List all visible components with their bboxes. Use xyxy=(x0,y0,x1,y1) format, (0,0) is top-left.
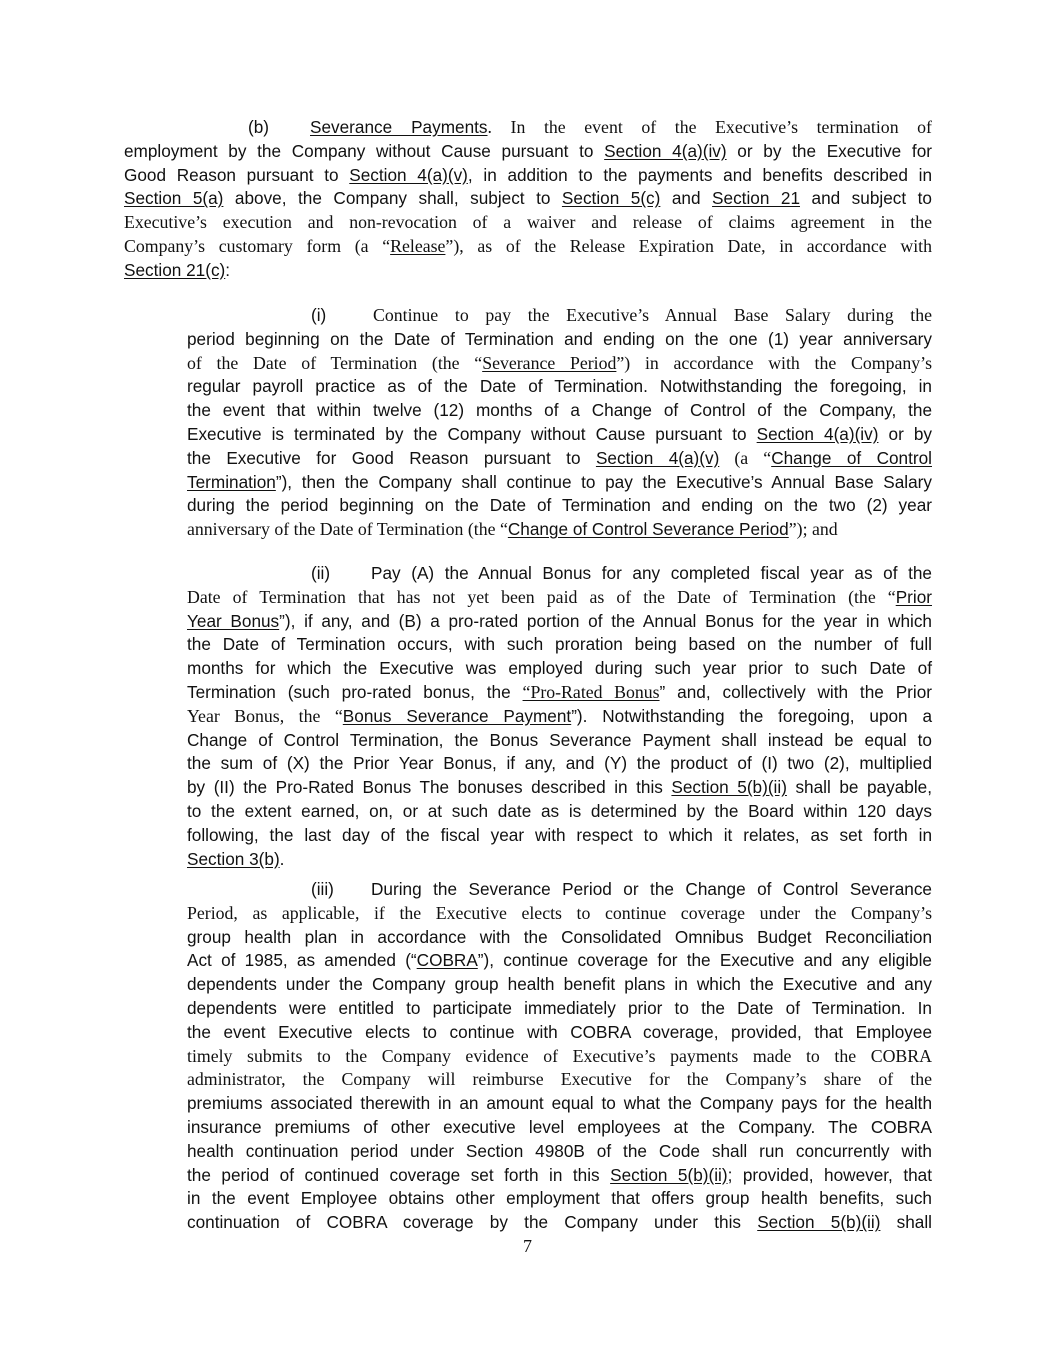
item-iii-label: (iii) xyxy=(311,879,334,899)
text-span: Company’s customary form (a “ xyxy=(124,235,391,256)
item-iii-paragraph xyxy=(187,878,932,1235)
section-ref: Section 5(b)(ii) xyxy=(671,777,787,798)
text-span: during the period beginning on the Date of Termination and ending on the two (2) year xyxy=(187,495,932,516)
text-span: ”), as of the Release Expiration Date, in accordance with xyxy=(445,235,932,256)
text-line xyxy=(187,610,932,634)
defined-term-cobra: COBRA xyxy=(416,950,478,971)
text-span: or by the Executive for xyxy=(726,140,932,161)
text-line xyxy=(187,1164,932,1188)
defined-term-coc-severance-period: Change of Control Severance Period xyxy=(507,519,789,540)
text-span: Pay (A) the Annual Bonus for any completed fiscal year as of the xyxy=(371,563,932,583)
text-span: During the Severance Period or the Change of Control Severance xyxy=(371,879,932,899)
item-ii-paragraph xyxy=(187,562,932,871)
text-span: (a “ xyxy=(719,447,772,468)
text-line xyxy=(187,824,932,848)
text-line xyxy=(187,800,932,824)
section-ref: Section 4(a)(v) xyxy=(595,447,720,468)
text-line xyxy=(124,211,932,235)
text-line xyxy=(187,375,932,399)
section-b-paragraph xyxy=(124,116,932,283)
text-span: timely submits to the Company evidence of Executive’s payments made to the COBRA xyxy=(187,1045,932,1066)
text-span: or by xyxy=(878,423,932,444)
text-line xyxy=(187,562,932,586)
text-line xyxy=(124,164,932,188)
text-span: following, the last day of the fiscal year with respect to which it relates, as set forth in xyxy=(187,824,932,845)
text-span: premiums associated therewith in an amount equal to what the Company pays for the health xyxy=(187,1093,932,1114)
text-span: period beginning on the Date of Termination and ending on the one (1) year anniversary xyxy=(187,328,932,349)
item-i-paragraph xyxy=(187,304,932,542)
text-span: insurance premiums of other executive level employees at the Company. The COBRA xyxy=(187,1116,932,1137)
text-span: ”), continue coverage for the Executive and any eligible xyxy=(477,950,932,971)
text-line xyxy=(187,705,932,729)
text-span: : xyxy=(225,259,231,280)
page-number: 7 xyxy=(523,1236,532,1256)
text-span: Termination (such pro-rated bonus, the xyxy=(187,681,523,702)
section-ref: Section 21 xyxy=(712,188,800,209)
text-span: regular payroll practice as of the Date of Termination. Notwithstanding the foregoing, in xyxy=(187,376,932,397)
term-severance-payments: Severance Payments xyxy=(310,117,488,137)
text-line xyxy=(187,1045,932,1069)
text-line xyxy=(187,447,932,471)
item-ii-label: (ii) xyxy=(311,563,331,583)
section-ref: Section 4(a)(iv) xyxy=(756,423,879,444)
text-span: ”) in accordance with the Company’s xyxy=(616,352,933,373)
text-line xyxy=(187,902,932,926)
text-span: Continue to pay the Executive’s Annual Base Salary during the xyxy=(373,305,932,325)
item-i-label: (i) xyxy=(311,305,327,325)
defined-term-prior-year-bonus: Year Bonus xyxy=(187,610,280,631)
section-ref: Section 5(b)(ii) xyxy=(610,1164,728,1185)
text-line xyxy=(187,848,932,872)
section-ref: Section 5(c) xyxy=(561,188,661,209)
text-line xyxy=(187,494,932,518)
text-line xyxy=(187,681,932,705)
defined-term-severance-period: Severance Period xyxy=(482,352,617,373)
text-line xyxy=(187,1021,932,1045)
text-span: ”), if any, and (B) a pro-rated portion of the Annual Bonus for the year in which xyxy=(279,610,932,631)
text-line xyxy=(187,304,932,328)
text-line xyxy=(187,729,932,753)
text-span: the period of continued coverage set forth in this xyxy=(187,1164,611,1185)
text-line xyxy=(124,259,932,283)
text-span: . xyxy=(279,848,285,869)
text-span: administrator, the Company will reimburse Executive for the Company’s share of the xyxy=(187,1069,932,1090)
text-line xyxy=(187,518,932,542)
text-span: dependents under the Company group health benefit plans in which the Executive and any xyxy=(187,974,932,995)
text-span: . In the event of the Executive’s termination of xyxy=(487,117,932,137)
text-span: ; provided, however, that xyxy=(727,1164,932,1185)
text-line xyxy=(187,776,932,800)
text-span: to the extent earned, on, or at such date as is determined by the Board within 120 days xyxy=(187,800,932,821)
text-line xyxy=(187,1092,932,1116)
defined-term-prior-year-bonus: Prior xyxy=(895,586,932,607)
text-span: anniversary of the Date of Termination (the “ xyxy=(187,519,508,540)
defined-term-bonus-severance-payment: Bonus Severance Payment xyxy=(342,705,572,726)
text-span: months for which the Executive was employed during such year prior to such Date of xyxy=(187,658,932,679)
text-span: the Executive for Good Reason pursuant to xyxy=(187,447,596,468)
text-span: by (II) the Pro-Rated Bonus The bonuses described in this xyxy=(187,777,672,798)
text-span: Period, as applicable, if the Executive elects to continue coverage under the Company’s xyxy=(187,902,932,923)
text-line xyxy=(124,235,932,259)
text-line xyxy=(187,1211,932,1235)
text-span: health continuation period under Section 4980B of the Code shall run concurrently with xyxy=(187,1140,932,1161)
section-ref: Section 3(b) xyxy=(187,848,280,869)
text-line xyxy=(187,657,932,681)
section-ref: Section 4(a)(iv) xyxy=(604,140,727,161)
text-line xyxy=(124,116,932,140)
section-ref: Section 5(b)(ii) xyxy=(757,1212,881,1233)
text-line xyxy=(187,949,932,973)
text-line xyxy=(187,1187,932,1211)
text-span: Executive is terminated by the Company without Cause pursuant to xyxy=(187,423,757,444)
text-line xyxy=(124,140,932,164)
text-span: ” and, collectively with the Prior xyxy=(659,681,932,702)
text-line xyxy=(187,633,932,657)
section-b-label: (b) xyxy=(248,117,270,137)
defined-term-release: Release xyxy=(390,235,446,256)
text-span: Executive’s execution and non-revocation of a waiver and release of claims agreement in the xyxy=(124,212,932,233)
text-span: Date of Termination that has not yet been paid as of the Date of Termination (the “ xyxy=(187,586,896,607)
text-span: ”), then the Company shall continue to pay the Executive’s Annual Base Salary xyxy=(275,471,932,492)
text-line xyxy=(187,399,932,423)
text-span: group health plan in accordance with the Consolidated Omnibus Budget Reconciliation xyxy=(187,926,932,947)
text-span: the event that within twelve (12) months of a Change of Control of the Company, the xyxy=(187,400,932,421)
section-ref: Section 5(a) xyxy=(124,188,224,209)
text-span: the event Executive elects to continue with COBRA coverage, provided, that Employee xyxy=(187,1021,932,1042)
text-line xyxy=(187,1116,932,1140)
text-span: and xyxy=(660,188,713,209)
text-span: Change of Control Termination, the Bonus Severance Payment shall instead be equal to xyxy=(187,729,932,750)
text-span: above, the Company shall, subject to xyxy=(223,188,562,209)
text-span: Act of 1985, as amended (“ xyxy=(187,950,417,971)
text-span: the sum of (X) the Prior Year Bonus, if any, and (Y) the product of (I) two (2), multiplied xyxy=(187,753,932,774)
text-span: , in addition to the payments and benefits described in xyxy=(467,164,932,185)
text-span: employment by the Company without Cause pursuant to xyxy=(124,140,605,161)
text-line xyxy=(187,1140,932,1164)
text-span: continuation of COBRA coverage by the Company under this xyxy=(187,1212,758,1233)
text-line xyxy=(124,187,932,211)
text-span: shall xyxy=(880,1212,932,1233)
text-line xyxy=(187,926,932,950)
text-span: the Date of Termination occurs, with such proration being based on the number of full xyxy=(187,634,932,655)
text-line xyxy=(187,1068,932,1092)
section-ref: Section 4(a)(v) xyxy=(349,164,468,185)
defined-term-change-of-control-termination: Change of Control xyxy=(771,447,932,468)
text-span: of the Date of Termination (the “ xyxy=(187,352,483,373)
text-line xyxy=(187,973,932,997)
defined-term-pro-rated-bonus: “Pro-Rated Bonus xyxy=(522,681,660,702)
text-line xyxy=(187,471,932,495)
text-line xyxy=(187,586,932,610)
text-line xyxy=(187,878,932,902)
section-ref: Section 21(c) xyxy=(124,259,226,280)
text-line xyxy=(187,352,932,376)
text-line xyxy=(187,423,932,447)
text-line xyxy=(187,997,932,1021)
text-span: dependents were entitled to participate immediately prior to the Date of Termination. In xyxy=(187,997,932,1018)
text-line xyxy=(187,328,932,352)
defined-term-change-of-control-termination: Termination xyxy=(187,471,276,492)
text-span: Year Bonus, the “ xyxy=(187,705,343,726)
text-span: Good Reason pursuant to xyxy=(124,164,350,185)
text-span: ”). Notwithstanding the foregoing, upon a xyxy=(571,705,933,726)
text-span: ”); and xyxy=(788,519,838,540)
text-line xyxy=(187,752,932,776)
text-span: and subject to xyxy=(800,188,932,209)
text-span: in the event Employee obtains other employment that offers group health benefits, such xyxy=(187,1188,932,1209)
text-span: shall be payable, xyxy=(786,777,932,798)
